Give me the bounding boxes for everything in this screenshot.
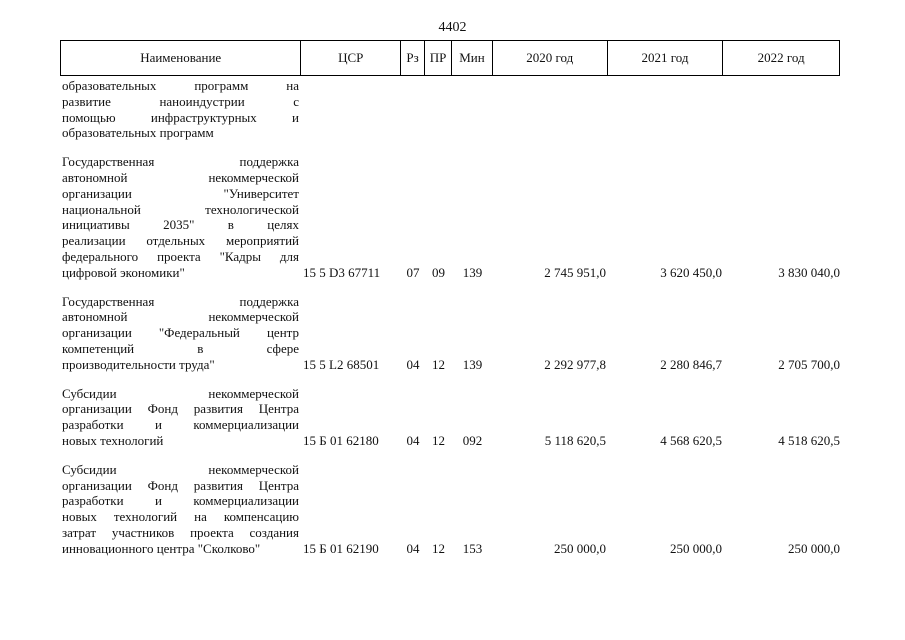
row-name-line: новых технологий на компенсацию [62,509,299,525]
header-csr: ЦСР [301,41,401,75]
row-name-line: компетенций в сфере [62,340,299,356]
table-row [60,386,840,449]
row-name-line: организации Фонд развития Центра [62,401,299,417]
row-name-line: Субсидии некоммерческой [62,461,299,477]
row-name-line: Субсидии некоммерческой [62,385,299,401]
row-pr: 09 [432,264,445,280]
page-number: 4402 [438,20,467,35]
row-gap [60,449,840,462]
row-name-line: реализации отдельных мероприятий [62,233,299,249]
row-rz: 04 [406,356,420,372]
table-row [60,462,840,557]
row-value-2022: 4 518 620,5 [778,432,840,448]
row-name-line: организации "Университет [62,185,299,201]
row-name-line: образовательных программ на [62,78,299,93]
row-value-2020: 2 292 977,8 [544,356,606,372]
table-row [60,154,840,280]
header-min: Мин [452,41,493,75]
row-csr: 15 Б 01 62180 [303,432,379,448]
row-value-2021: 4 568 620,5 [660,432,722,448]
row-min: 153 [462,540,483,556]
row-name-line: новых технологий [62,432,164,448]
row-name-line: Государственная поддержка [62,154,299,170]
row-name [60,78,301,141]
row-name-line: инновационного центра "Сколково" [62,540,261,556]
row-name-line: развитие наноиндустрии с [62,93,299,109]
row-name-line: национальной технологической [62,201,299,217]
row-name-line: автономной некоммерческой [62,309,299,325]
row-pr: 12 [432,432,445,448]
row-name [60,294,301,373]
row-name-line: цифровой экономики" [62,264,185,280]
header-name: Наименование [61,41,301,75]
row-pr: 12 [432,540,445,556]
row-name [60,462,301,557]
row-value-2020: 5 118 620,5 [544,432,606,448]
header-rz: Рз [401,41,425,75]
header-pr: ПР [425,41,452,75]
row-name-line: образовательных программ [62,125,214,141]
row-pr: 12 [432,356,445,372]
row-name [60,386,301,449]
row-name-line: Государственная поддержка [62,293,299,309]
table-header [60,40,840,76]
row-name-line: производительности труда" [62,356,215,372]
row-value-2022: 2 705 700,0 [778,356,840,372]
row-name-line: инициативы 2035" в целях [62,217,299,233]
row-name-line: затрат участников проекта создания [62,524,299,540]
header-year-2021: 2021 год [608,41,724,75]
row-value-2020: 250 000,0 [554,540,606,556]
row-name-line: организации Фонд развития Центра [62,477,299,493]
row-name [60,154,301,280]
row-value-2022: 3 830 040,0 [778,264,840,280]
row-rz: 04 [406,540,420,556]
row-value-2022: 250 000,0 [788,540,840,556]
header-year-2020: 2020 год [493,41,608,75]
row-gap [60,281,840,294]
row-min: 092 [462,432,483,448]
row-csr: 15 Б 01 62190 [303,540,379,556]
table-row [60,294,840,373]
row-min: 139 [462,264,483,280]
row-name-line: автономной некоммерческой [62,169,299,185]
row-name-line: помощью инфраструктурных и [62,109,299,125]
row-gap [60,373,840,386]
row-csr: 15 5 L2 68501 [303,356,380,372]
row-value-2021: 250 000,0 [670,540,722,556]
table-row [60,78,840,141]
row-name-line: федерального проекта "Кадры для [62,248,299,264]
row-rz: 07 [406,264,420,280]
row-gap [60,141,840,154]
table-body [60,78,840,557]
row-value-2021: 3 620 450,0 [660,264,722,280]
row-name-line: организации "Федеральный центр [62,325,299,341]
header-year-2022: 2022 год [757,50,805,65]
row-name-line: разработки и коммерциализации [62,493,299,509]
row-value-2021: 2 280 846,7 [660,356,722,372]
row-rz: 04 [406,432,420,448]
row-value-2020: 2 745 951,0 [544,264,606,280]
row-csr: 15 5 D3 67711 [303,264,381,280]
row-name-line: разработки и коммерциализации [62,417,299,433]
row-min: 139 [462,356,483,372]
